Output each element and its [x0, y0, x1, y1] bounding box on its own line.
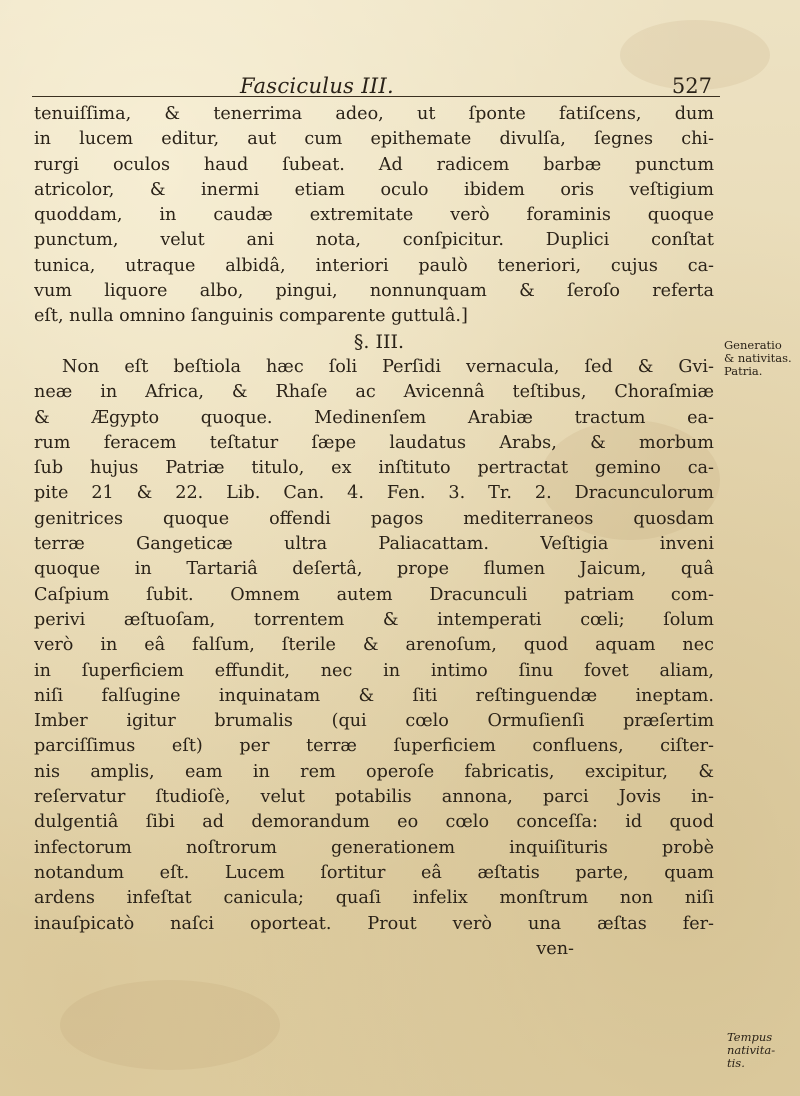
text-line: ardens infeſtat canicula; quaſi infelix monſtrum non niſi [34, 888, 714, 909]
header-rule [32, 96, 720, 97]
margin-note-line: Tempus [727, 1030, 773, 1044]
text-line: dulgentiâ ſibi ad demorandum eo cœlo conceſſa: id quod [34, 812, 714, 833]
text-line: infectorum noſtrorum generationem inquiſituris probè [34, 837, 714, 858]
text-line: in ſuperficiem effundit, nec in intimo ſinu fovet aliam, [34, 660, 714, 681]
margin-note-line: Generatio [724, 338, 782, 352]
margin-note-generatio [724, 339, 800, 378]
text-line: notandum eſt. Lucem ſortitur eâ æſtatis parte, quam [34, 862, 714, 883]
text-line: neæ in Africa, & Rhaſe ac Avicennâ teſtibus, Choraſmiæ [34, 382, 714, 403]
text-line: terræ Gangeticæ ultra Paliacattam. Veſtigia inveni [34, 534, 714, 555]
text-line: nis amplis, eam in rem operoſe fabricatis, excipitur, & [34, 761, 714, 782]
text-line: verò in eâ falſum, ſterile & arenoſum, quod aquam nec [34, 635, 714, 656]
catchword: ven- [536, 938, 574, 959]
text-line: quoque in Tartariâ deſertâ, prope flumen Jaicum, quâ [34, 559, 714, 580]
margin-note-line: Patria. [724, 364, 763, 378]
page-header [32, 74, 712, 98]
section-heading: §. III. [353, 330, 405, 353]
text-line: perivi æſtuoſam, torrentem & intemperati cœli; ſolum [34, 609, 714, 630]
text-line: Imber igitur brumalis (qui cœlo Ormuſienſi præſertim [34, 711, 714, 732]
text-line: rurgi oculos haud ſubeat. Ad radicem barbæ punctum [34, 154, 714, 175]
page-number: 527 [671, 74, 712, 98]
text-line: pite 21 & 22. Lib. Can. 4. Fen. 3. Tr. 2. Dracunculorum [34, 483, 714, 504]
text-line: atricolor, & inermi etiam oculo ibidem oris veſtigium [34, 179, 714, 200]
text-line: tunica, utraque albidâ, interiori paulò teneriori, cujus ca- [34, 255, 714, 276]
text-line: rum feracem teſtatur ſæpe laudatus Arabs, & morbum [34, 432, 714, 453]
text-line: parciſſimus eſt) per terræ ſuperficiem confluens, ciſter- [34, 736, 714, 757]
paper-stain [60, 980, 280, 1070]
running-title: Fasciculus III. [240, 74, 394, 98]
margin-note-tempus [727, 1031, 799, 1070]
text-line: & Ægypto quoque. Medinenſem Arabiæ tractum ea- [34, 407, 714, 428]
text-line: genitrices quoque offendi pagos mediterraneos quosdam [34, 508, 714, 529]
text-line: ſub hujus Patriæ titulo, ex inſtituto pertractat gemino ca- [34, 458, 714, 479]
margin-note-line: tis. [727, 1056, 745, 1070]
margin-note-line: & nativitas. [724, 351, 792, 365]
text-line: in lucem editur, aut cum epithemate divulſa, ſegnes chi- [34, 129, 714, 150]
text-line: Non eſt beſtiola hæc ſoli Perſidi vernacula, ſed & Gvi- [62, 356, 714, 377]
text-line: Caſpium ſubit. Omnem autem Dracunculi patriam com- [34, 584, 714, 605]
text-line: eſt, nulla omnino ſanguinis comparente guttulâ.] [34, 306, 468, 327]
text-line: inauſpicatò naſci oporteat. Prout verò una æſtas fer- [34, 913, 714, 934]
text-line: vum liquore albo, pingui, nonnunquam & ſeroſo referta [34, 281, 714, 302]
text-line: quoddam, in caudæ extremitate verò foraminis quoque [34, 205, 714, 226]
margin-note-line: nativita- [727, 1043, 776, 1057]
text-line: reſervatur ſtudioſè, velut potabilis annona, parci Jovis in- [34, 787, 714, 808]
text-line: niſi falſugine inquinatam & ſiti reſtinguendæ ineptam. [34, 685, 714, 706]
body-text [34, 102, 714, 962]
text-line: punctum, velut ani nota, conſpicitur. Duplici conſtat [34, 230, 714, 251]
text-line: tenuiſſima, & tenerrima adeo, ut ſponte fatiſcens, dum [34, 104, 714, 124]
